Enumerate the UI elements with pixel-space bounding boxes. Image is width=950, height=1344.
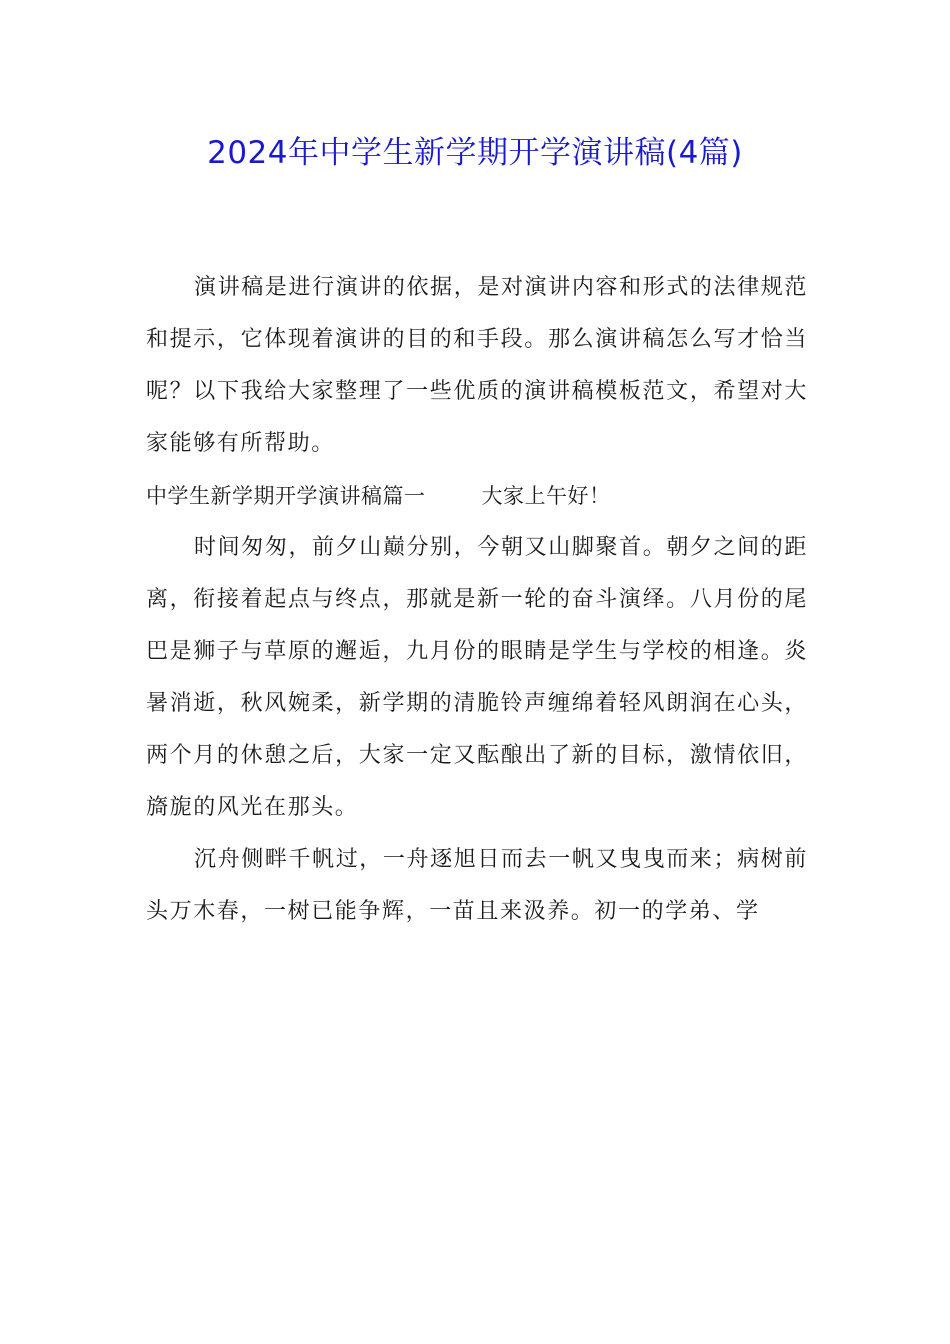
body-paragraph-2: 沉舟侧畔千帆过，一舟逐旭日而去一帆又曳曳而来；病树前头万木春，一树已能争辉，一苗且来汲养。初一的学弟、学 [146,847,808,924]
section-heading [146,470,808,522]
body-paragraph-1: 时间匆匆，前夕山巅分别，今朝又山脚聚首。朝夕之间的距离，衔接着起点与终点，那就是新一轮的奋斗演绎。八月份的尾巴是狮子与草原的邂逅，九月份的眼睛是学生与学校的相逢。炎暑消逝，秋风婉柔，新学期的清脆铃声缠绵着轻风朗润在心头，两个月的休憩之后，大家一定又酝酿出了新的目标，激情依旧，旖旎的风光在那头。 [146,535,808,820]
document-body [146,262,808,938]
greeting-text: 大家上午好！ [481,484,611,508]
document-title: 2024年中学生新学期开学演讲稿(4篇) [207,135,743,171]
section-title: 中学生新学期开学演讲稿篇一 [146,484,426,508]
intro-paragraph: 演讲稿是进行演讲的依据，是对演讲内容和形式的法律规范和提示，它体现着演讲的目的和手段。那么演讲稿怎么写才恰当呢？以下我给大家整理了一些优质的演讲稿模板范文，希望对大家能够有所帮助。 [146,275,808,456]
